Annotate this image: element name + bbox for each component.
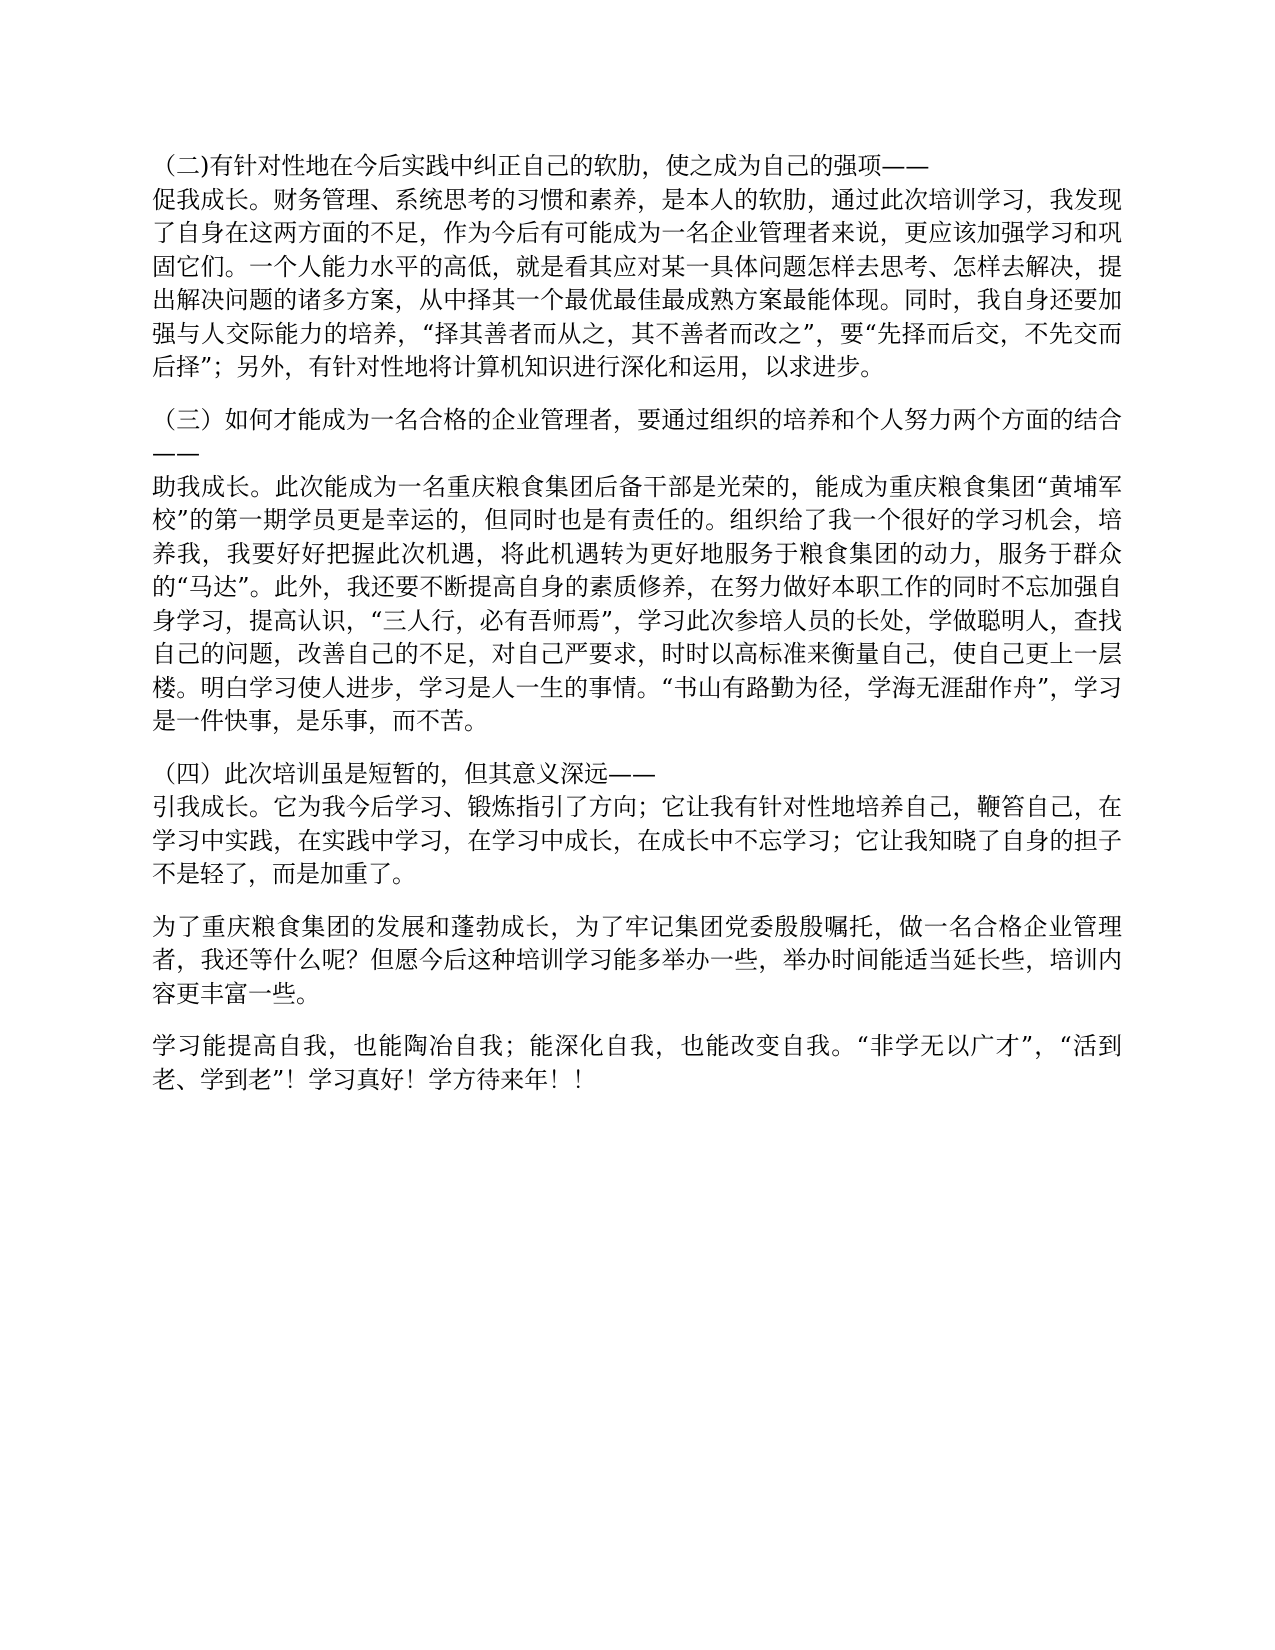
- paragraph-text: 学习能提高自我，也能陶冶自我；能深化自我，也能改变自我。“非学无以广才”，“活到老、学到老”！学习真好！学方待来年！！: [152, 1032, 1122, 1094]
- section-heading: （三）如何才能成为一名合格的企业管理者，要通过组织的培养和个人努力两个方面的结合——: [152, 405, 1122, 467]
- section-4: [152, 758, 1122, 892]
- section-heading: （四）此次培训虽是短暂的，但其意义深远——: [152, 759, 656, 788]
- final-paragraph: [152, 1030, 1122, 1097]
- section-2: [152, 150, 1122, 385]
- document-page: [152, 150, 1122, 1116]
- closing-paragraph: [152, 911, 1122, 1012]
- section-3: [152, 404, 1122, 739]
- section-heading: （二)有针对性地在今后实践中纠正自己的软肋，使之成为自己的强项——: [152, 152, 930, 180]
- section-body: 引我成长。它为我今后学习、锻炼指引了方向；它让我有针对性地培养自己，鞭笞自己，在学习中实践，在实践中学习，在学习中成长，在成长中不忘学习；它让我知晓了自身的担子不是轻了，而是加重了。: [152, 793, 1122, 888]
- section-body: 助我成长。此次能成为一名重庆粮食集团后备干部是光荣的，能成为重庆粮食集团“黄埔军校”的第一期学员更是幸运的，但同时也是有责任的。组织给了我一个很好的学习机会，培养我，我要好好把握此次机遇，将此机遇转为更好地服务于粮食集团的动力，服务于群众的“马达”。此外，我还要不断提高自身的素质修养，在努力做好本职工作的同时不忘加强自身学习，提高认识，“三人行，必有吾师焉”，学习此次参培人员的长处，学做聪明人，查找自己的问题，改善自己的不足，对自己严要求，时时以高标准来衡量自己，使自己更上一层楼。明白学习使人进步，学习是人一生的事情。“书山有路勤为径，学海无涯甜作舟”，学习是一件快事，是乐事，而不苦。: [152, 472, 1122, 735]
- paragraph-text: 为了重庆粮食集团的发展和蓬勃成长，为了牢记集团党委殷殷嘱托，做一名合格企业管理者，我还等什么呢？但愿今后这种培训学习能多举办一些，举办时间能适当延长些，培训内容更丰富一些。: [152, 912, 1122, 1008]
- section-body: 促我成长。财务管理、系统思考的习惯和素养，是本人的软肋，通过此次培训学习，我发现了自身在这两方面的不足，作为今后有可能成为一名企业管理者来说，更应该加强学习和巩固它们。一个人能力水平的高低，就是看其应对某一具体问题怎样去思考、怎样去解决，提出解决问题的诸多方案，从中择其一个最优最佳最成熟方案最能体现。同时，我自身还要加强与人交际能力的培养，“择其善者而从之，其不善者而改之”，要“先择而后交，不先交而后择”；另外，有针对性地将计算机知识进行深化和运用，以求进步。: [152, 185, 1122, 381]
